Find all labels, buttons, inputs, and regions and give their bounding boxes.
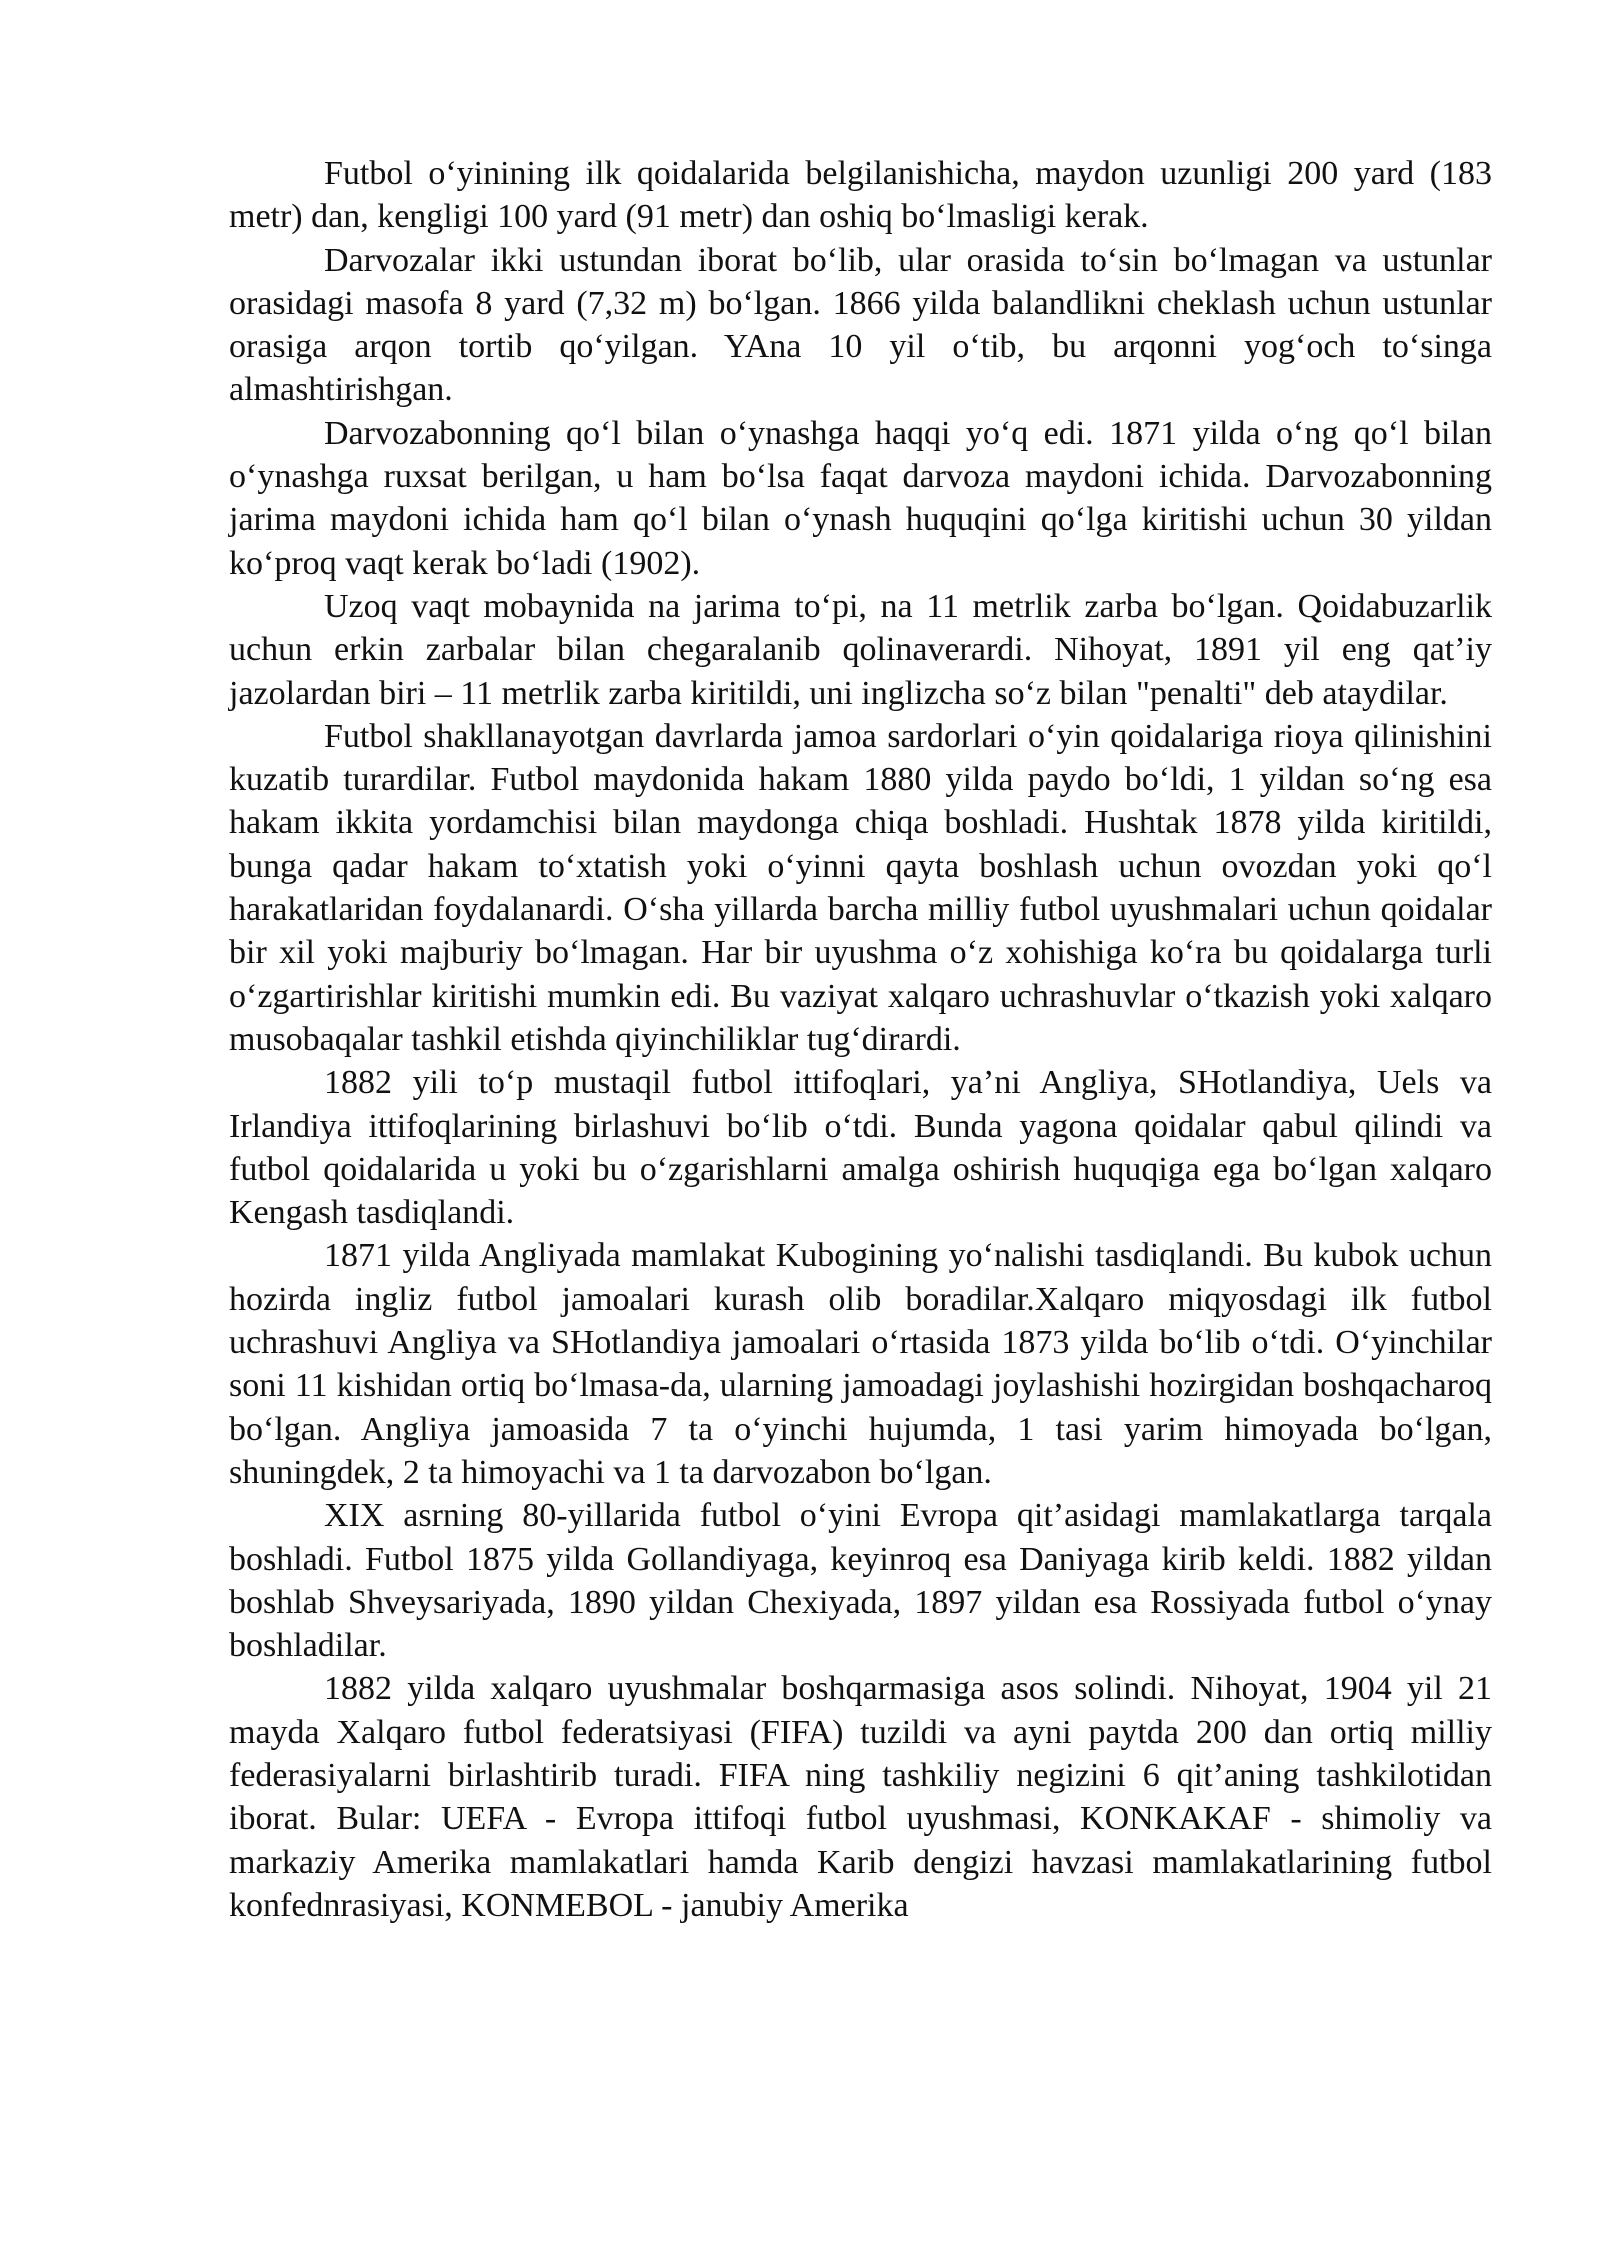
paragraph-9: 1882 yilda xalqaro uyushmalar boshqarmasiga asos solindi. Nihoyat, 1904 yil 21 mayda Xalqaro futbol federatsiyasi (FIFA) tuzildi va ayni paytda 200 dan ortiq milliy federasiyalarni birlashtirib turadi. FIFA ning tashkiliy negizini 6 qit’aning tashkilotidan iborat. Bular: UEFA - Evropa ittifoqi futbol uyushmasi, KONKAKAF - shimoliy va markaziy Amerika mamlakatlari hamda Karib dengizi havzasi mamlakatlarining futbol konfednrasiyasi, KONMEBOL - janubiy Amerika xyxy=(229,1670,1492,1924)
paragraph-3: Darvozabonning qoʻl bilan oʻynashga haqqi yoʻq edi. 1871 yilda oʻng qoʻl bilan oʻynashga ruxsat berilgan, u ham boʻlsa faqat darvoza maydoni ichida. Darvozabonning jarima maydoni ichida ham qoʻl bilan oʻynash huquqini qoʻlga kiritishi uchun 30 yildan koʻproq vaqt kerak boʻladi (1902). xyxy=(229,414,1492,582)
paragraph-4: Uzoq vaqt mobaynida na jarima toʻpi, na 11 metrlik zarba boʻlgan. Qoidabuzarlik uchun erkin zarbalar bilan chegaralanib qolinaverardi. Nihoyat, 1891 yil eng qat’iy jazolardan biri – 11 metrlik zarba kiritildi, uni inglizcha soʻz bilan "penalti" deb ataydilar. xyxy=(229,587,1492,712)
paragraph-1: Futbol oʻyinining ilk qoidalarida belgilanishicha, maydon uzunligi 200 yard (183 metr) dan, kengligi 100 yard (91 metr) dan oshiq boʻlmasligi kerak. xyxy=(229,155,1492,236)
paragraph-7: 1871 yilda Angliyada mamlakat Kubogining yoʻnalishi tasdiqlandi. Bu kubok uchun hozirda ingliz futbol jamoalari kurash olib boradilar.Xalqaro miqyosdagi ilk futbol uchrashuvi Angliya va SHotlandiya jamoalari oʻrtasida 1873 yilda boʻlib oʻtdi. Oʻyinchilar soni 11 kishidan ortiq boʻlmasa-da, ularning jamoadagi joylashishi hozirgidan boshqacharoq boʻlgan. Angliya jamoasida 7 ta oʻyinchi hujumda, 1 tasi yarim himoyada boʻlgan, shuningdek, 2 ta himoyachi va 1 ta darvozabon boʻlgan. xyxy=(229,1237,1492,1491)
paragraph-2: Darvozalar ikki ustundan iborat boʻlib, ular orasida toʻsin boʻlmagan va ustunlar orasidagi masofa 8 yard (7,32 m) boʻlgan. 1866 yilda balandlikni cheklash uchun ustunlar orasiga arqon tortib qoʻyilgan. YAna 10 yil oʻtib, bu arqonni yogʻoch toʻsinga almashtirishgan. xyxy=(229,241,1492,409)
document-page xyxy=(229,152,1492,1927)
paragraph-6: 1882 yili toʻp mustaqil futbol ittifoqlari, ya’ni Angliya, SHotlandiya, Uels va Irlandiya ittifoqlarining birlashuvi boʻlib oʻtdi. Bunda yagona qoidalar qabul qilindi va futbol qoidalarida u yoki bu oʻzgarishlarni amalga oshirish huquqiga ega boʻlgan xalqaro Kengash tasdiqlandi. xyxy=(229,1064,1492,1232)
paragraph-5: Futbol shakllanayotgan davrlarda jamoa sardorlari oʻyin qoidalariga rioya qilinishini kuzatib turardilar. Futbol maydonida hakam 1880 yilda paydo boʻldi, 1 yildan soʻng esa hakam ikkita yordamchisi bilan maydonga chiqa boshladi. Hushtak 1878 yilda kiritildi, bunga qadar hakam toʻxtatish yoki oʻyinni qayta boshlash uchun ovozdan yoki qoʻl harakatlaridan foydalanardi. Oʻsha yillarda barcha milliy futbol uyushmalari uchun qoidalar bir xil yoki majburiy boʻlmagan. Har bir uyushma oʻz xohishiga koʻra bu qoidalarga turli oʻzgartirishlar kiritishi mumkin edi. Bu vaziyat xalqaro uchrashuvlar oʻtkazish yoki xalqaro musobaqalar tashkil etishda qiyinchiliklar tugʻdirardi. xyxy=(229,717,1492,1058)
paragraph-8: XIX asrning 80-yillarida futbol oʻyini Evropa qit’asidagi mamlakatlarga tarqala boshladi. Futbol 1875 yilda Gollandiyaga, keyinroq esa Daniyaga kirib keldi. 1882 yildan boshlab Shveysariyada, 1890 yildan Chexiyada, 1897 yildan esa Rossiyada futbol oʻynay boshladilar. xyxy=(229,1497,1492,1665)
